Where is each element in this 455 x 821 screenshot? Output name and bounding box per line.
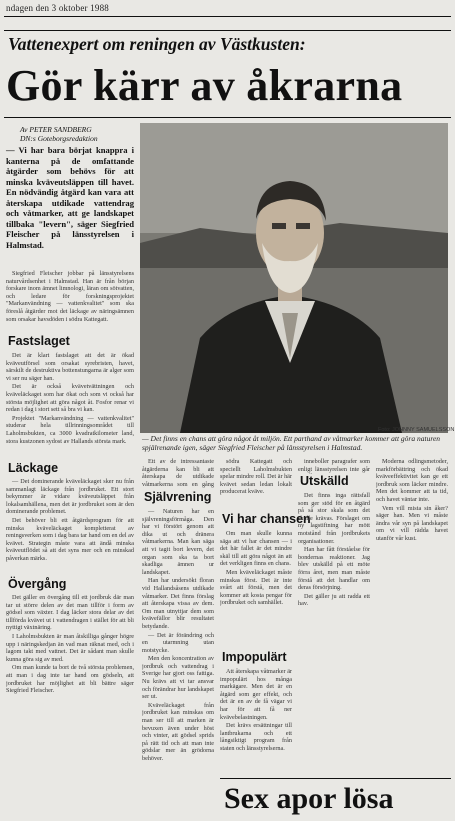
byline-desk: DN:s Goteborgsredaktion	[20, 134, 98, 143]
portrait-illustration	[140, 123, 448, 433]
headline-rule	[4, 117, 451, 118]
lead-paragraph: — Vi har bara börjat knappra i kanterna på de omfattande åtgärder som behövs för att minska kväveutsläppen till havet. En nödvändig åtgärd kan vara att återskapa utdikade vattendrag och våtmarker, att ge landskapet tillbaka "levern", säger Siegfried Fleischer på länsstyrelsen i Halmstad.	[6, 145, 134, 250]
column-4-text-a: inneboller paragrafer som enligt länsstyrelsen inte går	[298, 458, 370, 473]
kicker-top-rule	[4, 30, 451, 31]
main-headline: Gör kärr av åkrarna	[6, 61, 403, 110]
photo-credit: Foto: JOHNNY SAMUELSSON	[378, 427, 455, 433]
photo-caption: — Det finns en chans att göra något åt miljön. Ett parthand av våtmarker kommer att göra naturen spjälrenande igen, säger Siegfried Fleischer på länsstyrelsen i Halmstad.	[142, 434, 441, 452]
subhead-sjalvrening: Självrening	[144, 490, 212, 504]
column-4-text-b: Det finns inga rättsfall som ger stöd för en åtgärd på så stor skala som det skulle krävas. Förslaget om ny lagstiftning har mött motstånd från jordbrukets organisationer. Han har fått förståelse för bondernas reaktioner. Jag blev utskälld på ett möte förra året, men man måste förstå att det handlar om deras försörjning. Det gäller ju att radda ett hav.	[298, 492, 370, 608]
next-article-headline: Sex apor lösa	[224, 782, 394, 815]
column-1-text-b: Det är klart fastslaget att det är ökad kväveutförsel som orsakat syrebristen, havet, särskilt de destruktiva bottenstungarna är alger som vi ser nu säger han. Det är också kvävetvättningen och kväveläckaget som har ökat och som vi också har största möjlighet att göra något åt. Fosfor renar vi redan i dag i stort sett så bra vi kan. Projektet "Markanvändning — vattenkvalitet" studerar hela tillrinningsområdet till Laholmsbukten, ca 3000 kvadratkilometer land, stora kustzonen sydost av Hallands största mark.	[6, 352, 134, 445]
byline-author: Av PETER SANDBERG	[20, 125, 92, 134]
column-5-text: Moderna odlingsmetoder, markförbättring och ökad kväveeffektivitet kan ge ett jordbruk som läcker mindre. Men det kommer att ta tid, och havet väntar inte. Vem vill mista sin åker? säger han. Men vi måste ändra vår syn på landskapet om vi vill rädda havet utanför vår kust.	[376, 458, 448, 542]
column-1-text-a: Siegfried Fleischer jobbar på länsstyrelsens naturvårdsenhet i Halmstad. Han är från början forskare inom ämnet limnologi, läran om sötvatten, och ledare för forskningsprojektet "Markanvändning — vattenkvalitet" som ska föreslå åtgärder mot det läckage av näringsämnen som orsakar havsdöden i södra Kattegatt.	[6, 270, 134, 323]
column-1-text-c: — Det dominerande kväveläckaget sker nu från sammanlagt läckage från jordbruket. Ett stort bekymmer är vidare kväveutsläppet från lokalsamhällena, men det är jordbruket som är den dominerande problemet. Det behöver bli ett åtgärdsprogram för att minska kväveläckaget kompletterat av reningsverken som i dag bara tar hand om en del av kvävet. Strategin måste vara att ändå minska kväveutflödet så att det syns mer och en minskad påverkan märks.	[6, 478, 134, 562]
subhead-fastslaget: Fastslaget	[8, 334, 70, 348]
subhead-vi-har-chansen: Vi har chansen	[222, 512, 311, 526]
column-2-text-a: Ett av de intressantaste åtgärderna kan bli att återskapa de utdikade våtmarkerna som en gång	[142, 458, 214, 488]
column-2-text-b: — Naturen har en självreningsförmåga. Den har vi förstört genom att dika ut och dränera våtmarkerna. Man kan säga att vi tagit bort levern, det organ som ska ta bort skadliga ämnen ur landskapet. Han har undersökt floran vid Hallandsåsens utdikade våtmarker. Det finns förslag att återskapa vissa av dem. Om man utnyttjar dem som kvävefällor blir resultatet betydande. — Det är förändring och en utarmning utan motstycke. Men den koncentration av jordbruk och vattendrag i Sverige har gjort oss fattiga. Nu krävs att vi tar ansvar och förändrar hur landskapet ser ut. Kväveläckaget från jordbruket kan minskas om man ser till att marken är bevuxen även under höst och vinter, att gödsel sprids på rätt tid och att man inte gödslar mer än grödorna behöver.	[142, 508, 214, 762]
kicker-headline: Vattenexpert om reningen av Västkusten:	[8, 34, 306, 54]
byline	[20, 125, 98, 143]
subhead-lackage: Läckage	[8, 461, 59, 475]
dateline: ndagen den 3 oktober 1988	[6, 3, 109, 13]
column-3-text-c: Att återskapa våtmarker är impopulärt hos många markägare. Men det är en åtgärd som ger effekt, och det är en av de få vägar vi har för att få ner kvävebelastningen. Det krävs ersättningar till lantbrukarna och ett långsiktigt program från staten och länsstyrelserna.	[220, 668, 292, 752]
column-1-text-d: Det gäller en övergång till ett jordbruk där man tar ut större delen av det man tillför i form av gödsel som växter. I dag läcker stora delar av det tillförda kvävet ut i vattendragen i stället för att bli nyttigt växtnäring. I Laholmsbukten är man åtskilliga gånger högre upp i näringskedjan än vad man räknat med, och i lagom takt med vattnet. Det är sådant man skulle kunna göra sig av med. Om man kunde ta bort de två största problemen, att man i dag inte tar hand om gödseln, att jordbruket har möjlighet att bli bättre säger Siegfried Fleischer.	[6, 594, 134, 695]
subhead-impopulart: Impopulärt	[222, 650, 287, 664]
column-3-text-a: södra Kattegatt och speciellt Laholmsbukten spelar mindre roll. Det är här kvävet sedan ledan lokalt producerat kväve.	[220, 458, 292, 496]
column-3-text-b: Om man skulle kunna säga att vi har chansen — i det här fallet är det mindre skäl till att göra något än att det verkligen finns en chans. Men kväveläckaget måste minskas först. Det är inte svårt att förstå, men det kommer att kosta pengar för jordbruket och samhället.	[220, 530, 292, 607]
subhead-utskalld: Utskälld	[300, 474, 349, 488]
top-rule	[4, 16, 451, 17]
subhead-overgang: Övergång	[8, 577, 67, 591]
portrait-photo	[140, 123, 448, 433]
bottom-rule	[220, 778, 451, 779]
